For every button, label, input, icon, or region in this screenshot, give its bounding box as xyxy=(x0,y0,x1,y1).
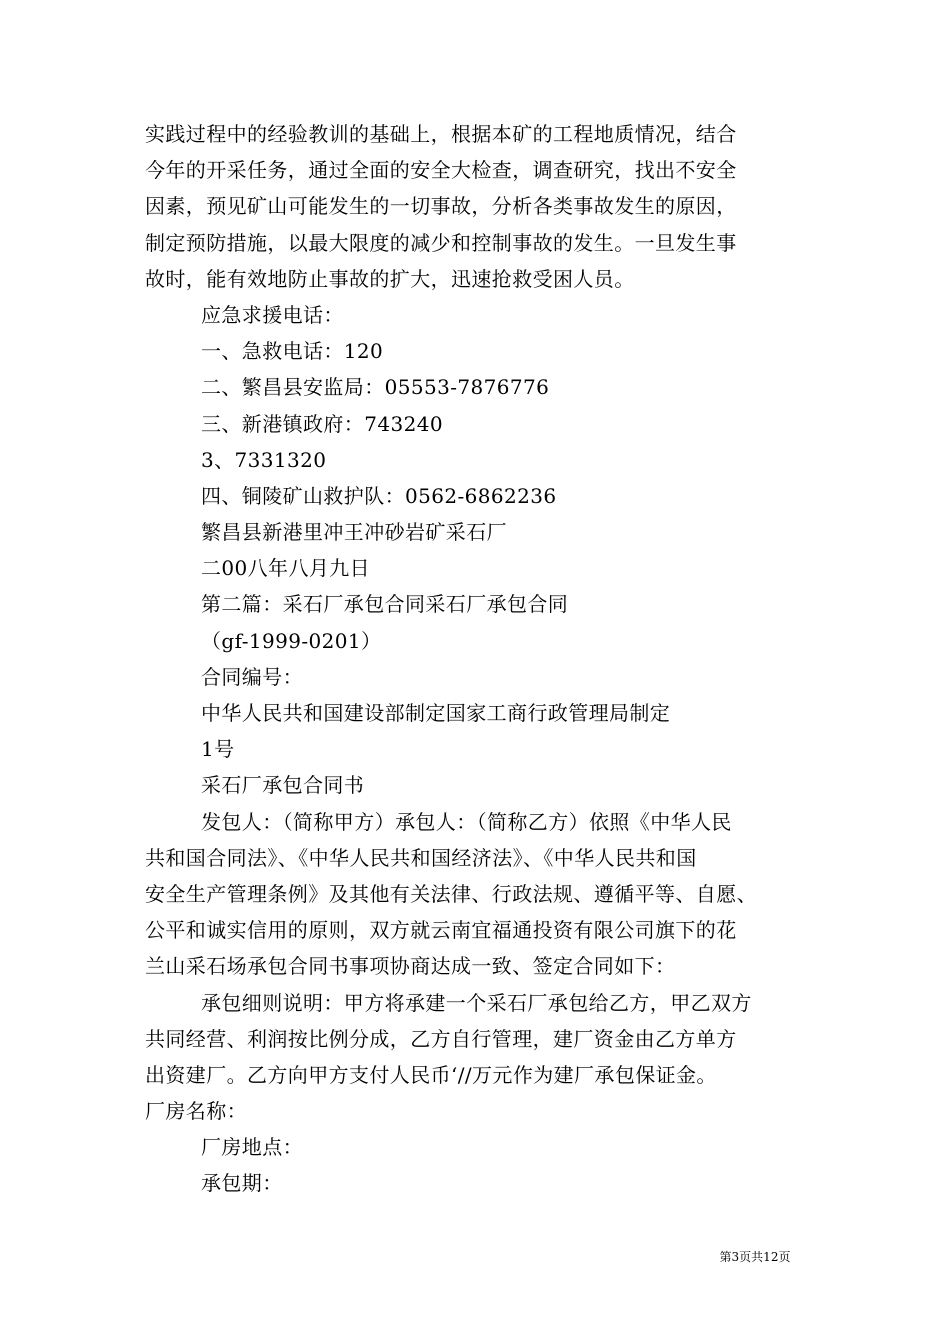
text-line: 二、繁昌县安监局：05553-7876776 xyxy=(201,375,550,400)
text-line: 因素，预见矿山可能发生的一切事故，分析各类事故发生的原因， xyxy=(145,194,737,219)
text-line: 承包细则说明：甲方将承建一个采石厂承包给乙方，甲乙双方 xyxy=(201,990,752,1015)
text-line: 故时，能有效地防止事故的扩大，迅速抢救受困人员。 xyxy=(145,266,635,291)
document-body xyxy=(145,116,815,1202)
text-line: （gf-1999-0201） xyxy=(201,628,382,653)
text-line: 采石厂承包合同书 xyxy=(201,773,365,798)
text-line: 四、铜陵矿山救护队：0562-6862236 xyxy=(201,483,557,508)
text-line: 共和国合同法》、《中华人民共和国经济法》、《中华人民共和国 xyxy=(145,845,697,870)
text-line: 兰山采石场承包合同书事项协商达成一致、签定合同如下： xyxy=(145,954,676,979)
text-line: 二00八年八月九日 xyxy=(201,556,371,581)
text-line: 厂房名称： xyxy=(145,1099,247,1124)
text-line: 1号 xyxy=(201,737,235,762)
page-number: 第3页共12页 xyxy=(719,1250,791,1264)
text-line: 厂房地点： xyxy=(201,1135,303,1160)
text-line: 承包期： xyxy=(201,1171,283,1196)
text-line: 第二篇：采石厂承包合同采石厂承包合同 xyxy=(201,592,569,617)
text-line: 三、新港镇政府：743240 xyxy=(201,411,443,436)
text-line: 一、急救电话：120 xyxy=(201,339,384,364)
text-line: 合同编号： xyxy=(201,664,303,689)
text-line: 出资建厂。乙方向甲方支付人民币‘//万元作为建厂承包保证金。 xyxy=(145,1062,717,1087)
text-line: 安全生产管理条例》及其他有关法律、行政法规、遵循平等、自愿、 xyxy=(145,881,757,906)
text-line: 今年的开采任务，通过全面的安全大检查，调查研究，找出不安全 xyxy=(145,158,737,183)
text-line: 中华人民共和国建设部制定国家工商行政管理局制定 xyxy=(201,701,671,725)
text-line: 繁昌县新港里冲王冲砂岩矿采石厂 xyxy=(201,520,507,545)
text-line: 实践过程中的经验教训的基础上，根据本矿的工程地质情况，结合 xyxy=(145,122,737,146)
text-line: 共同经营、利润按比例分成，乙方自行管理，建厂资金由乙方单方 xyxy=(145,1026,737,1051)
text-line: 公平和诚实信用的原则，双方就云南宜福通投资有限公司旗下的花 xyxy=(145,918,737,943)
text-line: 发包人：（简称甲方）承包人：（简称乙方）依照《中华人民 xyxy=(201,809,732,834)
text-line: 制定预防措施，以最大限度的减少和控制事故的发生。一旦发生事 xyxy=(145,230,737,255)
text-line: 3、7331320 xyxy=(201,447,327,472)
text-line: 应急求援电话： xyxy=(201,302,344,327)
